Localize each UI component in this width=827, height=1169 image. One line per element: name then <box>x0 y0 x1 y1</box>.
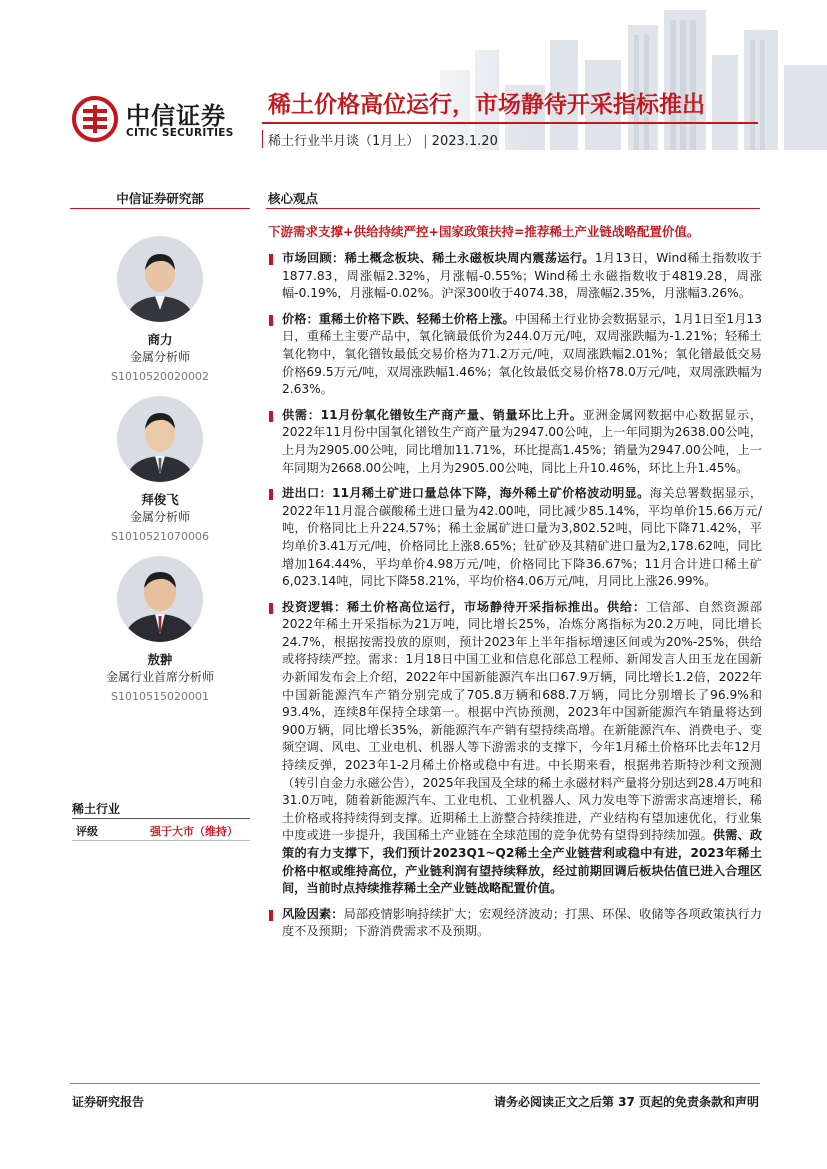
sector-divider <box>72 818 250 819</box>
paragraph-supply-demand <box>268 407 762 477</box>
analyst-photo <box>117 396 203 482</box>
paragraph-lead: 风险因素： <box>282 906 344 921</box>
paragraph-lead: 投资逻辑：稀土价格高位运行，市场静待开采指标推出。供给： <box>282 599 646 614</box>
footer-disclaimer: 请务必阅读正文之后第 37 页起的免责条款和声明 <box>493 1095 759 1109</box>
analyst-photo <box>117 236 203 322</box>
citic-emblem-icon <box>72 96 118 142</box>
footer-report-type: 证券研究报告 <box>72 1095 145 1109</box>
subtitle-accent-bar <box>262 130 263 148</box>
research-department: 中信证券研究部 <box>116 191 204 206</box>
paragraph-price <box>268 311 762 399</box>
analyst-role: 金属分析师 <box>129 350 190 364</box>
header-skyline-background <box>380 0 827 150</box>
analyst-card <box>70 556 250 705</box>
paragraph-market-review <box>268 250 762 303</box>
paragraph-lead: 供需：11月份氧化镨钕生产商产量、销量环比上升。 <box>282 407 583 422</box>
analyst-photo <box>117 556 203 642</box>
paragraph-import-export <box>268 485 762 591</box>
paragraph-body: 中国稀土行业协会数据显示，1月1日至1月13日，重稀土主要产品中，氧化镝最低价为244.0万元/吨，双周涨跌幅为-1.21%；轻稀土氧化物中，氧化镨钕最低交易价格为71.2万元/吨，双周涨跌幅2.01%；氧化镨最低交易价格69.5万元/吨，双周涨跌幅1.46%；氧化钕最低交易价格78.0万元/吨，双周涨跌幅为2.63%。 <box>282 311 762 397</box>
rating-value: 强于大市（维持） <box>150 825 238 838</box>
paragraph-investment-logic <box>268 599 762 898</box>
analyst-role: 金属行业首席分析师 <box>105 670 214 684</box>
analyst-role: 金属分析师 <box>129 510 190 524</box>
paragraph-body: 海关总署数据显示，2022年11月混合碳酸稀土进口量为42.00吨，同比减少85.14%，平均单价15.66万元/吨，价格同比上升224.57%；稀土金属矿进口量为3,802.52吨，同比下降71.42%，平均单价3.41万元/吨，价格同比上涨8.65%；钍矿砂及其精矿进口量为2,178.62吨，同比增加164.44%，平均单价4.98万元/吨，价格同比下降36.67%；11月合计进口稀土矿6,023.14吨，同比下降58.21%，平均价格4.06万元/吨，月同比上涨26.99%。 <box>282 486 763 589</box>
core-viewpoints <box>268 250 762 949</box>
key-headline: 下游需求支撑+供给持续严控+国家政策扶持=推荐稀土产业链战略配置价值。 <box>268 224 700 239</box>
analyst-name: 拜俊飞 <box>141 492 179 507</box>
report-subtitle <box>268 130 498 149</box>
paragraph-lead: 市场回顾：稀土概念板块、稀土永磁板块周内震荡运行。 <box>282 251 595 265</box>
paragraph-conclusion: 供需、政策的有力支撑下，我们预计2023Q1~Q2稀土全产业链营利或稳中有进，2023年稀土价格中枢或维持高位，产业链利润有望持续释放，经过前期回调后板块估值已进入合理区间，当前时点持续推荐稀土全产业链战略配置价值。 <box>282 828 763 896</box>
sector-name: 稀土行业 <box>72 802 121 816</box>
section-title: 核心观点 <box>268 191 319 206</box>
rating-divider <box>72 840 250 841</box>
analyst-license-id: S1010515020001 <box>111 690 209 703</box>
main-header-rule <box>266 208 760 209</box>
rating-label: 评级 <box>76 825 98 838</box>
paragraph-body: 工信部、自然资源部2022年稀土开采指标为21万吨，同比增长25%，冶炼分离指标为20.2万吨，同比增长24.7%，根据按需投放的原则，预计2023年上半年指标增速区间或为20%-25%，供给或将持续严控。需求：1月18日中国工业和信息化部总工程师、新闻发言人田玉龙在国新办新闻发布会上介绍，2022年中国新能源汽车出口67.9万辆，同比增长1.2倍，2022年中国新能源汽车产销分别完成了705.8万辆和688.7万辆，同比分别增长了96.9%和93.4%，连续8年保持全球第一。根据中汽协预测，2023年中国新能源汽车销量将达到900万辆，同比增长35%，新能源汽车产销有望持续高增。在新能源汽车、消费电子、变频空调、风电、工业电机、机器人等下游需求的支撑下，今年1月稀土价格环比去年12月持续反弹，2023年1-2月稀土价格或稳中有进。中长期来看，根据弗若斯特沙利文预测（转引自金力永磁公告），2025年我国及全球的稀土永磁材料产量将分别达到28.4万吨和31.0万吨，随着新能源汽车、工业电机、工业机器人、风力发电等下游需求高速增长，稀土价格或将持续得到支撑。近期稀土上游整合持续推进，产业结构有望加速优化，行业集中度或进一步提升，我国稀土产业链在全球范围的竞争优势有望得到持续加强。 <box>282 599 763 843</box>
analyst-license-id: S1010521070006 <box>111 530 209 543</box>
report-date: 2023.1.20 <box>431 134 498 149</box>
analyst-name: 敖翀 <box>147 652 173 667</box>
sidebar-header-rule <box>70 208 250 209</box>
analyst-name: 商力 <box>147 332 173 347</box>
analyst-card <box>70 396 250 545</box>
analyst-license-id: S1010520020002 <box>111 370 209 383</box>
paragraph-lead: 价格：重稀土价格下跌、轻稀土价格上涨。 <box>282 311 515 326</box>
subtitle-separator: | <box>423 134 428 149</box>
paragraph-lead: 进出口：11月稀土矿进口量总体下降，海外稀土矿价格波动明显。 <box>282 486 650 501</box>
report-title: 稀土价格高位运行，市场静待开采指标推出 <box>268 92 705 118</box>
footer-divider <box>70 1083 760 1084</box>
logo-text-cn: 中信证券 <box>126 102 226 130</box>
paragraph-body: 亚洲金属网数据中心数据显示，2022年11月份中国氧化镨钕生产商产量为2947.00公吨，上一年同期为2638.00公吨，上月为2905.00公吨，同比增加11.71%，环比提高1.45%；销量为2947.00公吨，上一年同期为2668.00公吨，上月为2905.00公吨，同比上升10.46%，环比上升1.45%。 <box>282 407 763 475</box>
paragraph-body: 局部疫情影响持续扩大；宏观经济波动；打黑、环保、收储等各项政策执行力度不及预期；下游消费需求不及预期。 <box>282 906 763 939</box>
paragraph-body: 1月13日，Wind稀土指数收于1877.83，周涨幅2.32%，月涨幅-0.55%；Wind稀土永磁指数收于4819.28，周涨幅-0.19%，月涨幅-0.02%。沪深300收于4074.38，周涨幅2.35%，月涨幅3.26%。 <box>282 251 762 301</box>
logo-text-en: CITIC SECURITIES <box>126 127 234 139</box>
report-series: 稀土行业半月谈（1月上） <box>268 134 420 149</box>
title-divider <box>262 122 758 124</box>
paragraph-risk-factors <box>268 906 762 941</box>
citic-securities-logo <box>72 90 252 150</box>
analyst-card <box>70 236 250 385</box>
